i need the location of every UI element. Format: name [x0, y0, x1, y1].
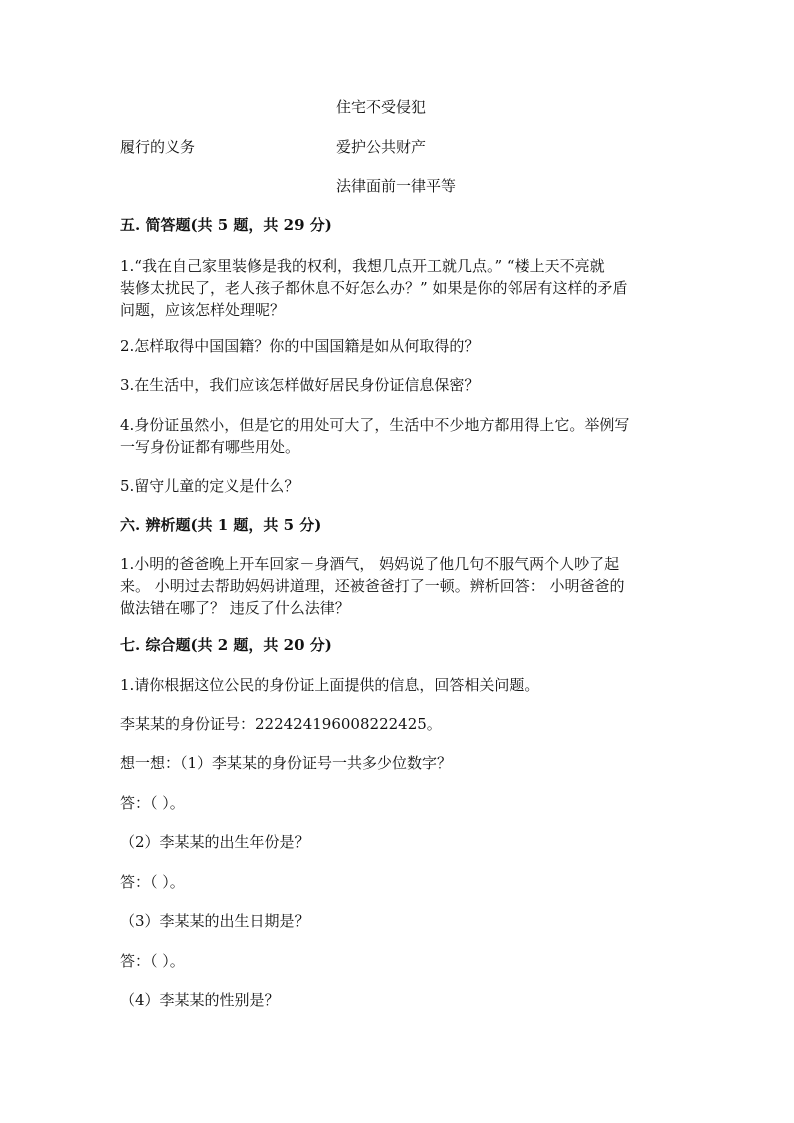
sub-question-3: （3）李某某的出生日期是？ [120, 912, 310, 930]
question-line: 来。 小明过去帮助妈妈讲道理，还被爸爸打了一顿。辨析回答： 小明爸爸的 [120, 577, 625, 595]
question-line: 一写身份证都有哪些用处。 [120, 438, 301, 456]
answer-blank-1: 答：（ ）。 [120, 794, 185, 812]
section6-question-1 [120, 553, 668, 619]
sub-question-1: 想一想：（1）李某某的身份证号一共多少位数字？ [120, 754, 453, 772]
question-line: 装修太扰民了，老人孩子都休息不好怎么办？” 如果是你的邻居有这样的矛盾 [120, 279, 628, 297]
answer-blank-3: 答：（ ）。 [120, 952, 185, 970]
question-line: 做法错在哪了？ 违反了什么法律？ [120, 599, 350, 617]
section5-question-5: 5.留守儿童的定义是什么？ [120, 477, 300, 495]
matching-right-item-3: 法律面前一律平等 [336, 177, 457, 195]
question-line: 4.身份证虽然小，但是它的用处可大了，生活中不少地方都用得上它。举例写 [120, 416, 630, 434]
question-line: 1.“我在自己家里装修是我的权利，我想几点开工就几点。” “楼上天不亮就 [120, 257, 605, 275]
id-number-line: 李某某的身份证号：222424196008222425。 [120, 715, 442, 733]
section5-question-2: 2.怎样取得中国国籍？你的中国国籍是如从何取得的？ [120, 337, 480, 355]
question-line: 1.小明的爸爸晚上开车回家－身酒气， 妈妈说了他几句不服气两个人吵了起 [120, 555, 620, 573]
section7-question-1: 1.请你根据这位公民的身份证上面提供的信息，回答相关问题。 [120, 676, 540, 694]
answer-blank-2: 答：（ ）。 [120, 873, 185, 891]
section5-question-4 [120, 414, 668, 458]
section6-title: 六. 辨析题(共 1 题，共 5 分) [120, 516, 322, 534]
sub-question-2: （2）李某某的出生年份是？ [120, 833, 310, 851]
section7-title: 七. 综合题(共 2 题，共 20 分) [120, 636, 332, 654]
sub-question-4: （4）李某某的性别是？ [120, 991, 280, 1009]
section5-title: 五. 简答题(共 5 题，共 29 分) [120, 216, 332, 234]
matching-right-item-2: 爱护公共财产 [336, 138, 427, 156]
section5-question-1 [120, 255, 668, 321]
matching-right-item-1: 住宅不受侵犯 [336, 98, 427, 116]
section5-question-3: 3.在生活中，我们应该怎样做好居民身份证信息保密？ [120, 376, 480, 394]
question-line: 问题，应该怎样处理呢？ [120, 301, 286, 319]
matching-left-item: 履行的义务 [120, 138, 196, 156]
